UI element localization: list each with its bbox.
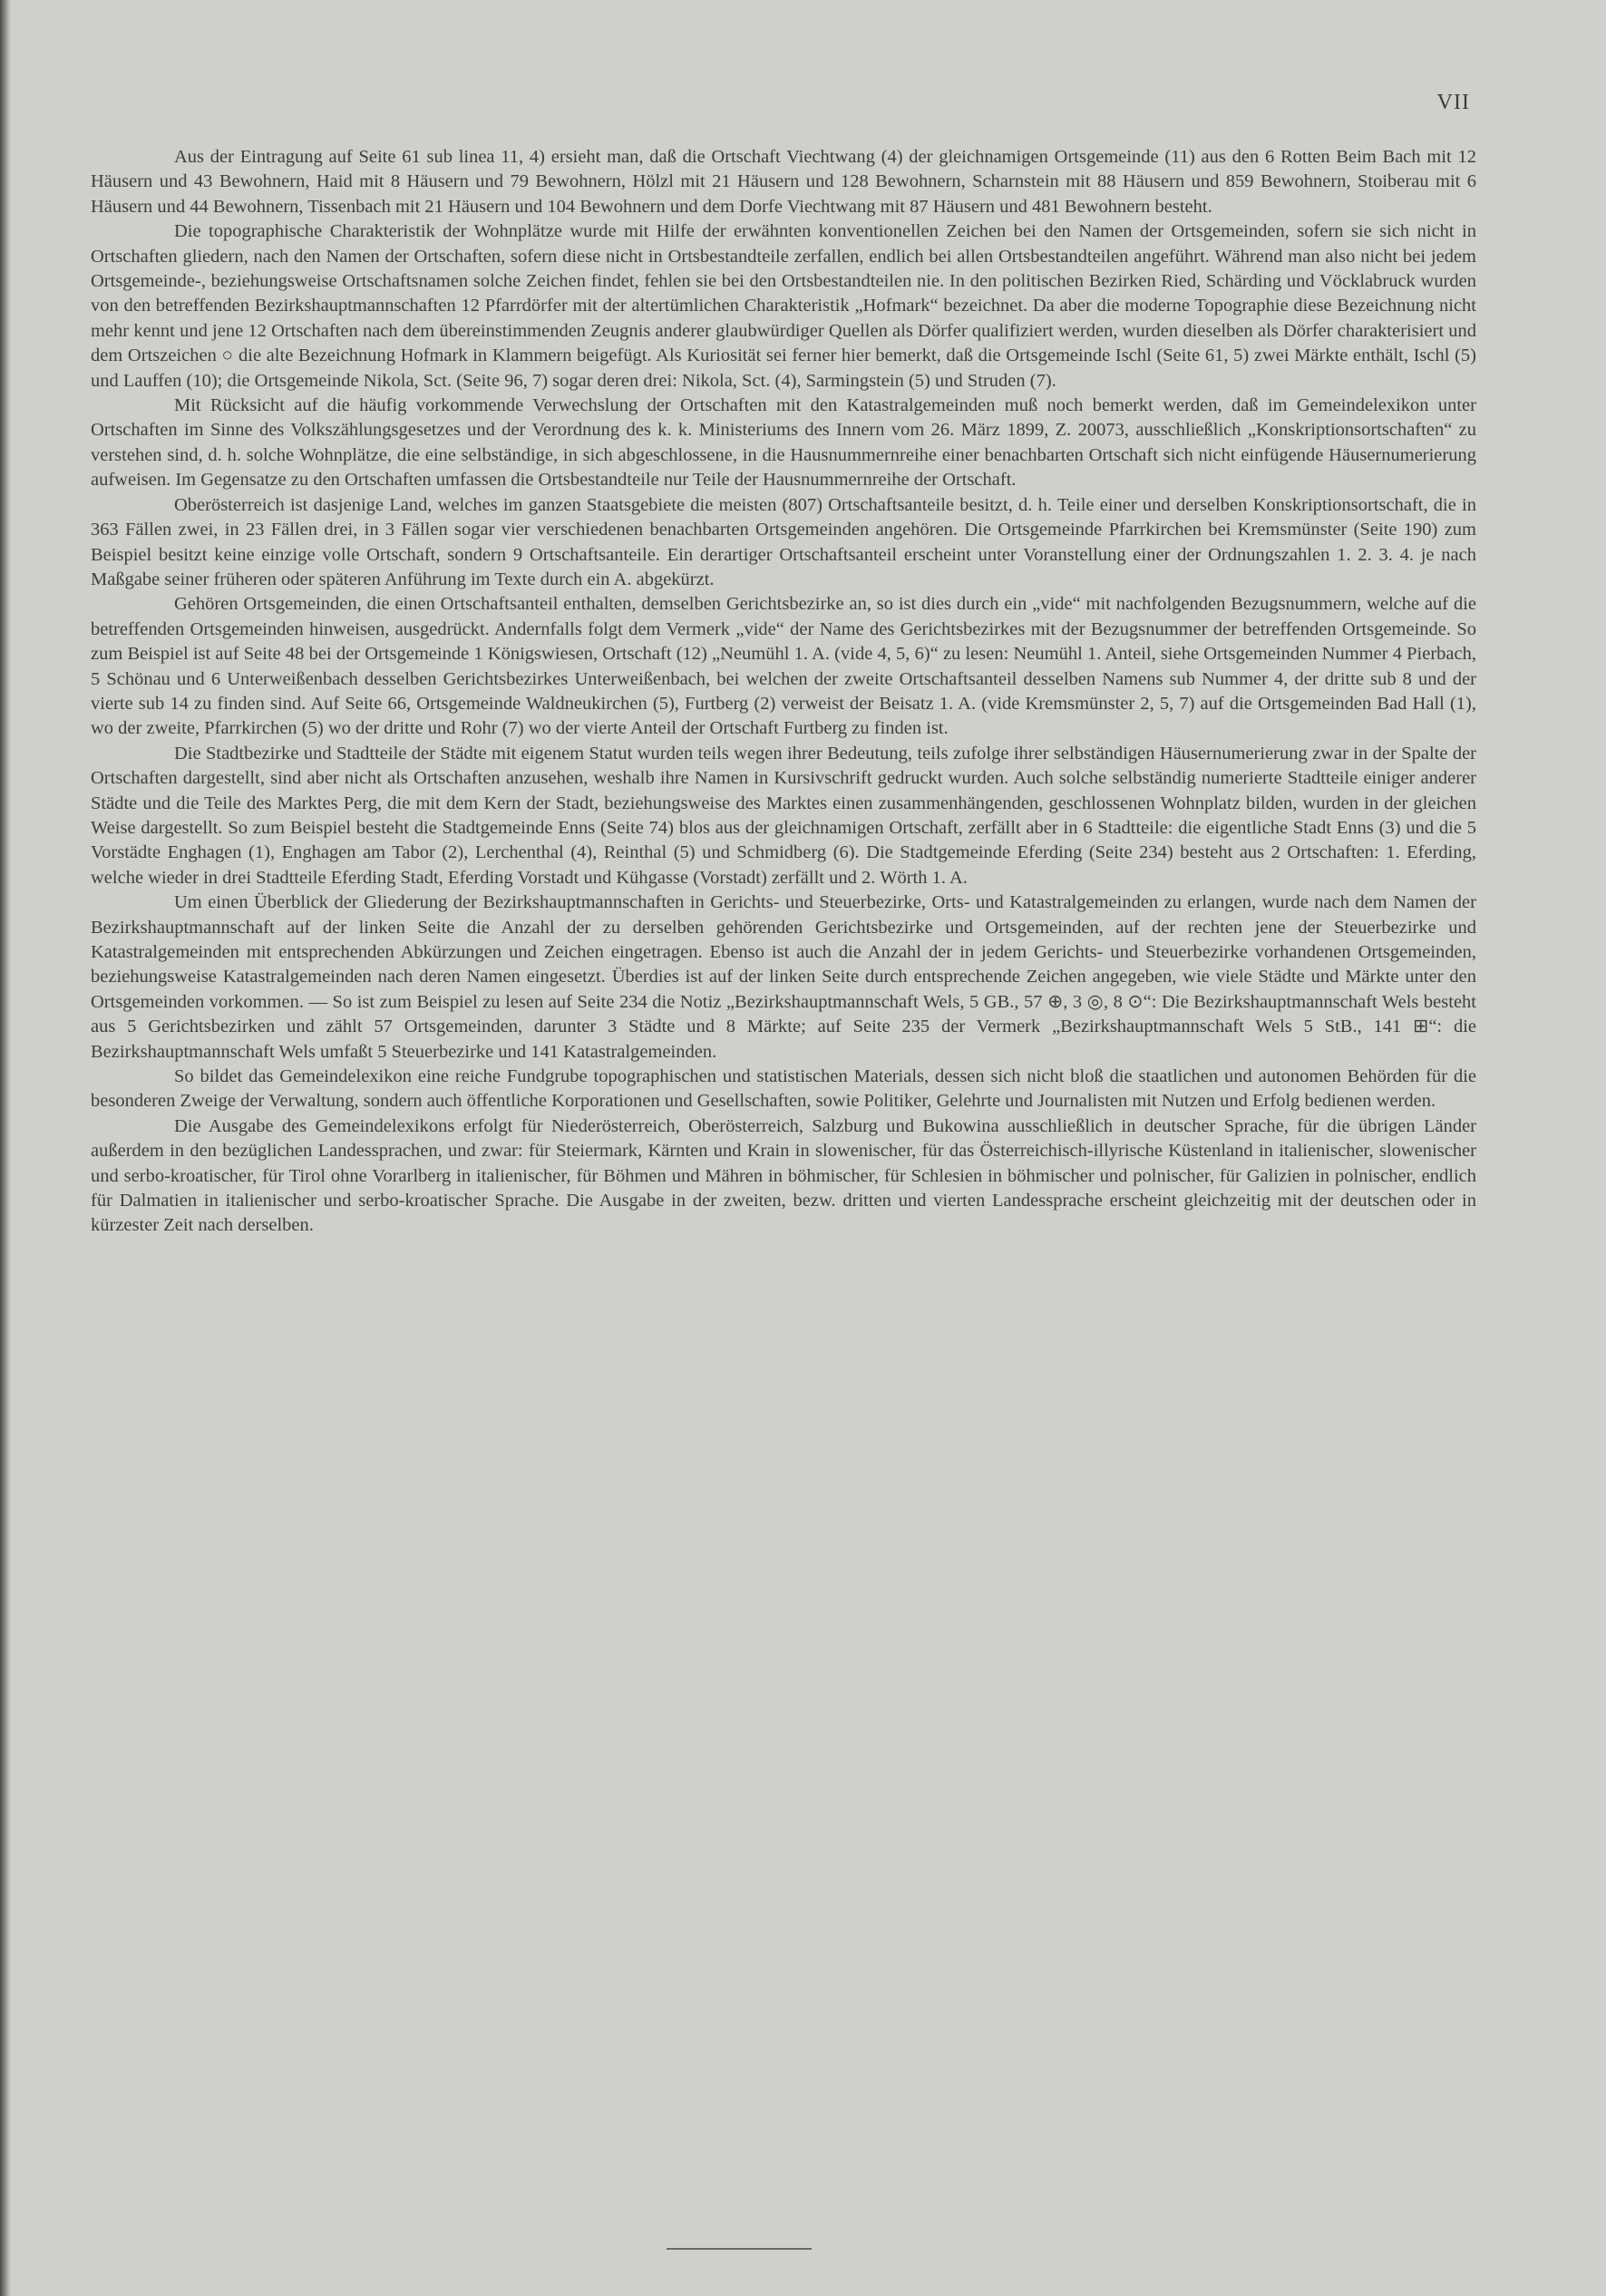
paragraph-5: Gehören Ortsgemeinden, die einen Ortschaftsanteil enthalten, demselben Gerichtsbezirke an, so ist dies durch ein „vide“ mit nachfolgenden Bezugsnummern, welche auf die betreffenden Ortsgemeinden hinweisen, ausgedrückt. Andernfalls folgt dem Vermerk „vide“ der Name des Gerichtsbezirkes mit der Bezugsnummer der betreffenden Ortsgemeinde. So zum Beispiel ist auf Seite 48 bei der Ortsgemeinde 1 Königswiesen, Ortschaft (12) „Neumühl 1. A. (vide 4, 5, 6)“ zu lesen: Neumühl 1. Anteil, siehe Ortsgemeinden Nummer 4 Pierbach, 5 Schönau und 6 Unterweißenbach desselben Gerichtsbezirkes Unterweißenbach, bei welchen der zweite Ortschaftsanteil desselben Namens sub Nummer 4, der dritte sub 8 und der vierte sub 14 zu finden sind. Auf Seite 66, Ortsgemeinde Waldneukirchen (5), Furtberg (2) verweist der Beisatz 1. A. (vide Kremsmünster 2, 5, 7) auf die Ortsgemeinden Bad Hall (1), wo der zweite, Pfarrkirchen (5) wo der dritte und Rohr (7) wo der vierte Anteil der Ortschaft Furtberg zu finden ist. [91, 594, 1476, 739]
paragraph-4: Oberösterreich ist dasjenige Land, welches im ganzen Staatsgebiete die meisten (807) Ortschaftsanteile besitzt, d. h. Teile einer und derselben Konskriptionsortschaft, die in 363 Fällen zwei, in 23 Fällen drei, in 3 Fällen sogar vier verschiedenen benachbarten Ortsgemeinden angehören. Die Ortsgemeinde Pfarrkirchen bei Kremsmünster (Seite 190) zum Beispiel besitzt keine einzige volle Ortschaft, sondern 9 Ortschaftsanteile. Ein derartiger Ortschaftsanteil erscheint unter Voranstellung einer der Ordnungszahlen 1. 2. 3. 4. je nach Maßgabe seiner früheren oder späteren Anführung im Texte durch ein A. abgekürzt. [91, 494, 1476, 589]
paragraph-1: Aus der Eintragung auf Seite 61 sub linea 11, 4) ersieht man, daß die Ortschaft Viechtwang (4) der gleichnamigen Ortsgemeinde (11) aus den 6 Rotten Beim Bach mit 12 Häusern und 43 Bewohnern, Haid mit 8 Häusern und 79 Bewohnern, Hölzl mit 21 Häusern und 128 Bewohnern, Scharnstein mit 88 Häusern und 859 Bewohnern, Stoiberau mit 6 Häusern und 44 Bewohnern, Tissenbach mit 21 Häusern und 104 Bewohnern und dem Dorfe Viechtwang mit 87 Häusern und 481 Bewohnern besteht. [91, 147, 1476, 217]
closing-rule [667, 2248, 812, 2250]
body-text [91, 145, 1476, 1239]
paragraph-6: Die Stadtbezirke und Stadtteile der Städte mit eigenem Statut wurden teils wegen ihrer Bedeutung, teils zufolge ihrer selbständigen Häusernumerierung zwar in der Spalte der Ortschaften dargestellt, sind aber nicht als Ortschaften anzusehen, weshalb ihre Namen in Kursivschrift gedruckt wurden. Auch solche selbständig numerierte Stadtteile einiger anderer Städte und die Teile des Marktes Perg, die mit dem Kern der Stadt, beziehungsweise des Marktes einen zusammenhängenden, geschlossenen Wohnplatz bilden, wurden in der gleichen Weise dargestellt. So zum Beispiel besteht die Stadtgemeinde Enns (Seite 74) blos aus der gleichnamigen Ortschaft, zerfällt aber in 6 Stadtteile: die eigentliche Stadt Enns (3) und die 5 Vorstädte Enghagen (1), Enghagen am Tabor (2), Lerchenthal (4), Reinthal (5) und Schmidberg (6). Die Stadtgemeinde Eferding (Seite 234) besteht aus 2 Ortschaften: 1. Eferding, welche wieder in drei Stadtteile Eferding Stadt, Eferding Vorstadt und Kühgasse (Vorstadt) zerfällt und 2. Wörth 1. A. [91, 743, 1476, 888]
paragraph-9: Die Ausgabe des Gemeindelexikons erfolgt für Niederösterreich, Oberösterreich, Salzburg und Bukowina ausschließlich in deutscher Sprache, für die übrigen Länder außerdem in den bezüglichen Landessprachen, und zwar: für Steiermark, Kärnten und Krain in slowenischer, für das Österreichisch-illyrische Küstenland in italienischer, slowenischer und serbo-kroatischer, für Tirol ohne Vorarlberg in italienischer, für Böhmen und Mähren in böhmischer, für Schlesien in böhmischer und polnischer, für Galizien in polnischer, endlich für Dalmatien in italienischer und serbo-kroatischer Sprache. Die Ausgabe in der zweiten, bezw. dritten und vierten Landessprache erscheint gleichzeitig mit der deutschen oder in kürzester Zeit nach derselben. [91, 1115, 1476, 1236]
paragraph-7: Um einen Überblick der Gliederung der Bezirkshauptmannschaften in Gerichts- und Steuerbezirke, Orts- und Katastralgemeinden zu erlangen, wurde nach dem Namen der Bezirkshauptmannschaft auf der linken Seite die Anzahl der zu derselben gehörenden Gerichtsbezirke und Ortsgemeinden, auf der rechten jene der Steuerbezirke und Katastralgemeinden mit entsprechenden Abkürzungen und Zeichen eingetragen. Ebenso ist auch die Anzahl der in jedem Gerichts- und Steuerbezirke vorhandenen Ortsgemeinden, beziehungsweise Katastralgemeinden nach deren Namen eingesetzt. Überdies ist auf der linken Seite durch entsprechende Zeichen angegeben, wie viele Städte und Märkte unter den Ortsgemeinden vorkommen. — So ist zum Beispiel zu lesen auf Seite 234 die Notiz „Bezirkshauptmannschaft Wels, 5 GB., 57 ⊕, 3 ◎, 8 ⊙“: Die Bezirkshauptmannschaft Wels besteht aus 5 Gerichtsbezirken und zählt 57 Ortsgemeinden, darunter 3 Städte und 8 Märkte; auf Seite 235 der Vermerk „Bezirkshauptmannschaft Wels 5 StB., 141 ⊞“: die Bezirkshauptmannschaft Wels umfaßt 5 Steuerbezirke und 141 Katastralgemeinden. [91, 892, 1476, 1062]
page-number: VII [1436, 91, 1470, 114]
paragraph-3: Mit Rücksicht auf die häufig vorkommende Verwechslung der Ortschaften mit den Katastralgemeinden muß noch bemerkt werden, daß im Gemeindelexikon unter Ortschaften im Sinne des Volkszählungsgesetzes und der Verordnung des k. k. Ministeriums des Innern vom 26. März 1899, Z. 20073, ausschließlich „Konskriptionsortschaften“ zu verstehen sind, d. h. solche Wohnplätze, die eine selbständige, in sich abgeschlossene, in die Hausnummernreihe einer benachbarten Ortschaft sich nicht einfügende Häusernumerierung aufweisen. Im Gegensatze zu den Ortschaften umfassen die Ortsbestandteile nur Teile der Hausnummernreihe der Ortschaft. [91, 395, 1476, 491]
paragraph-2: Die topographische Charakteristik der Wohnplätze wurde mit Hilfe der erwähnten konventionellen Zeichen bei den Namen der Ortsgemeinden, sofern sie sich nicht in Ortschaften gliedern, nach den Namen der Ortschaften, sofern diese nicht in Ortsbestandteile zerfallen, endlich bei allen Ortsbestandteilen angeführt. Während man also nicht bei jedem Ortsgemeinde-, beziehungsweise Ortschaftsnamen solche Zeichen findet, fehlen sie bei den Ortsbestandteilen nie. In den politischen Bezirken Ried, Schärding und Vöcklabruck wurden von den betreffenden Bezirkshauptmannschaften 12 Pfarrdörfer mit der altertümlichen Charakteristik „Hofmark“ bezeichnet. Da aber die moderne Topographie diese Bezeichnung nicht mehr kennt und jene 12 Ortschaften nach dem übereinstimmenden Zeugnis anderer glaubwürdiger Quellen als Dörfer qualifiziert werden, wurden dieselben als Dörfer charakterisiert und dem Ortszeichen ○ die alte Bezeichnung Hofmark in Klammern beigefügt. Als Kuriosität sei ferner hier bemerkt, daß die Ortsgemeinde Ischl (Seite 61, 5) zwei Märkte enthält, Ischl (5) und Lauffen (10); die Ortsgemeinde Nikola, Sct. (Seite 96, 7) sogar deren drei: Nikola, Sct. (4), Sarmingstein (5) und Struden (7). [91, 221, 1476, 391]
paragraph-8: So bildet das Gemeindelexikon eine reiche Fundgrube topographischen und statistischen Materials, dessen sich nicht bloß die staatlichen und autonomen Behörden für die besonderen Zweige der Verwaltung, sondern auch öffentliche Korporationen und Gesellschaften, sowie Politiker, Gelehrte und Journalisten mit Nutzen und Erfolg bedienen werden. [91, 1066, 1476, 1112]
binding-edge [0, 0, 11, 2296]
